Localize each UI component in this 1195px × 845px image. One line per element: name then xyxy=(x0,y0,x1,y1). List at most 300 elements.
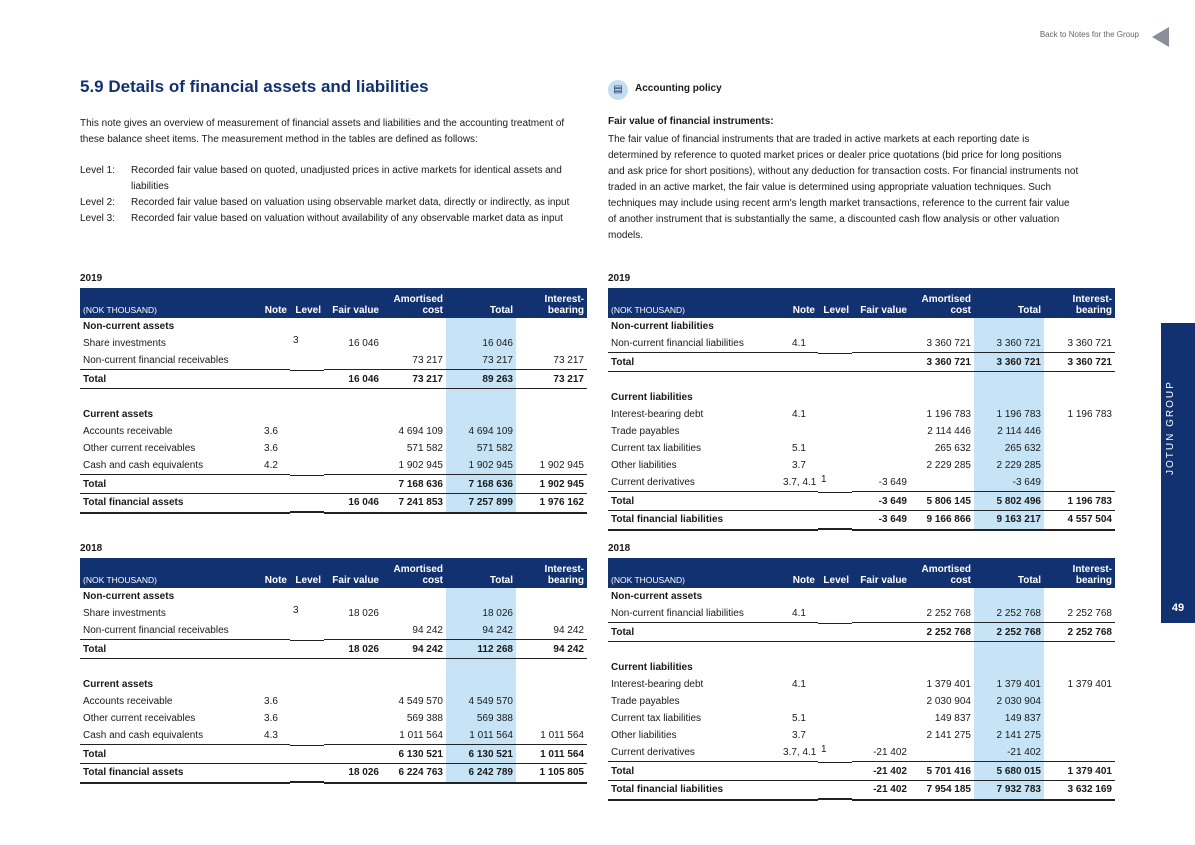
table-cell: 2 252 768 xyxy=(1044,623,1115,642)
col-header-interest-bearing: Interest- bearing xyxy=(516,558,587,588)
table-cell xyxy=(910,389,974,406)
table-cell: 94 242 xyxy=(516,640,587,659)
table-cell xyxy=(818,406,852,423)
table-cell: 5.1 xyxy=(792,713,806,724)
page-title: 5.9 Details of financial assets and liabilities xyxy=(80,77,429,96)
table-cell: Non-current financial receivables xyxy=(83,355,229,366)
table-cell xyxy=(852,318,910,335)
col-header-total: Total xyxy=(974,288,1044,318)
table-cell xyxy=(910,744,974,762)
table-cell: Total financial assets xyxy=(80,764,252,783)
table-cell: 18 026 xyxy=(324,640,382,659)
table-cell: 2 252 768 xyxy=(1067,608,1112,619)
table-cell xyxy=(516,588,587,605)
table-cell: 5 680 015 xyxy=(974,762,1044,781)
table-cell xyxy=(290,352,324,369)
liabilities-table-2018 xyxy=(608,558,1115,801)
table-cell: Total xyxy=(80,475,252,494)
table-cell: 2 229 285 xyxy=(926,460,971,471)
table-cell xyxy=(290,457,324,474)
col-header-level: Level xyxy=(290,288,324,318)
table-cell: Total xyxy=(608,762,780,781)
table-cell: 3 360 721 xyxy=(974,335,1044,353)
table-cell xyxy=(1044,372,1115,390)
table-cell xyxy=(780,762,818,781)
col-header-total: Total xyxy=(446,558,516,588)
table-cell: 94 242 xyxy=(382,640,446,659)
table-cell: Non-current assets xyxy=(83,321,175,332)
table-row xyxy=(80,710,587,727)
level-item xyxy=(80,195,585,211)
back-to-notes-link[interactable]: Back to Notes for the Group xyxy=(1039,30,1139,39)
table-cell: 1 011 564 xyxy=(516,745,587,764)
table-cell: 149 837 xyxy=(974,710,1044,727)
table-cell: 6 224 763 xyxy=(382,764,446,783)
table-row xyxy=(80,440,587,457)
table-cell xyxy=(818,588,852,605)
table-cell xyxy=(910,588,974,605)
col-header-unit: (NOK THOUSAND) xyxy=(80,558,252,588)
table-cell: Total xyxy=(608,623,780,642)
table-cell xyxy=(852,693,910,710)
table-cell xyxy=(290,475,324,494)
table-cell xyxy=(252,622,290,640)
table-cell: 1 196 783 xyxy=(926,409,971,420)
table-row xyxy=(608,457,1115,474)
level-definitions xyxy=(80,163,585,227)
table-cell: 2 141 275 xyxy=(926,730,971,741)
table-row xyxy=(608,781,1115,800)
table-cell xyxy=(1044,457,1115,474)
table-year: 2019 xyxy=(80,273,103,284)
table-cell: 3 360 721 xyxy=(1044,353,1115,372)
table-cell: 4 694 109 xyxy=(398,426,443,437)
table-row xyxy=(608,440,1115,457)
table-cell: 4.1 xyxy=(792,679,806,690)
table-cell: Current tax liabilities xyxy=(611,713,702,724)
table-cell xyxy=(446,318,516,335)
table-cell xyxy=(974,389,1044,406)
table-cell xyxy=(852,335,910,353)
table-cell: Non-current financial liabilities xyxy=(611,338,744,349)
table-header xyxy=(608,288,1115,318)
table-row xyxy=(80,475,587,494)
table-cell xyxy=(516,659,587,677)
table-cell: Trade payables xyxy=(611,696,680,707)
table-cell xyxy=(852,423,910,440)
table-cell: Cash and cash equivalents xyxy=(83,730,204,741)
table-cell xyxy=(290,318,324,335)
table-cell: Total financial liabilities xyxy=(608,781,780,800)
table-cell xyxy=(852,406,910,423)
table-cell xyxy=(974,372,1044,390)
table-cell: 4.1 xyxy=(792,608,806,619)
table-cell xyxy=(290,406,324,423)
table-cell: 3 xyxy=(293,605,299,616)
accounting-policy-title: Accounting policy xyxy=(635,83,722,94)
level-key: Level 1: xyxy=(80,165,116,176)
col-header-fair-value: Fair value xyxy=(324,558,382,588)
table-cell: Interest-bearing debt xyxy=(611,679,704,690)
table-row xyxy=(608,406,1115,423)
table-cell xyxy=(516,406,587,423)
table-cell xyxy=(290,710,324,727)
table-cell xyxy=(446,588,516,605)
table-cell: Total xyxy=(608,353,780,372)
table-cell: 265 632 xyxy=(934,443,971,454)
table-cell xyxy=(608,642,780,660)
table-cell xyxy=(252,318,290,335)
table-row xyxy=(608,710,1115,727)
table-cell: 1 105 805 xyxy=(516,764,587,783)
fair-value-body: The fair value of financial instruments that are traded in active markets at each reporting date is determined by reference to quoted market prices or dealer price quotations (bid price for long positions and ask price for short positions), without any deduction for transaction costs. For financial instruments not traded in an active market, the fair value is determined using appropriate valuation techniques. Such techniques may include using recent arm's length market transactions, reference to the current fair value of another instrument that is substantially the same, a discounted cash flow analysis or other valuation models. xyxy=(608,134,1079,241)
table-cell: Interest-bearing debt xyxy=(611,409,704,420)
table-cell xyxy=(382,605,446,622)
table-cell: 1 196 783 xyxy=(974,406,1044,423)
table-row xyxy=(80,494,587,513)
table-cell xyxy=(852,372,910,390)
table-row xyxy=(608,588,1115,605)
table-cell xyxy=(252,745,290,764)
table-row xyxy=(80,335,587,352)
table-cell xyxy=(516,335,587,352)
table-cell xyxy=(780,353,818,372)
col-header-total: Total xyxy=(446,288,516,318)
table-cell xyxy=(516,440,587,457)
table-year: 2018 xyxy=(608,543,631,554)
table-cell xyxy=(516,389,587,407)
table-cell: 3.7, 4.1 xyxy=(783,747,817,758)
table-cell: Share investments xyxy=(83,338,166,349)
table-cell xyxy=(780,492,818,511)
table-cell: Share investments xyxy=(83,608,166,619)
table-cell xyxy=(252,640,290,659)
table-cell xyxy=(516,676,587,693)
table-cell: 73 217 xyxy=(412,355,443,366)
table-cell xyxy=(382,406,446,423)
table-cell: 3.6 xyxy=(264,713,278,724)
table-cell xyxy=(1044,659,1115,676)
table-cell xyxy=(780,423,818,440)
table-row xyxy=(608,676,1115,693)
table-cell: 2 252 768 xyxy=(926,608,971,619)
table-cell xyxy=(852,353,910,372)
table-cell xyxy=(324,406,382,423)
table-cell xyxy=(252,588,290,605)
page-number: 49 xyxy=(1171,602,1185,614)
table-cell: 2 229 285 xyxy=(974,457,1044,474)
table-year: 2019 xyxy=(608,273,631,284)
table-cell xyxy=(446,659,516,677)
table-cell: 18 026 xyxy=(348,608,379,619)
table-cell xyxy=(290,494,324,513)
col-header-unit: (NOK THOUSAND) xyxy=(608,288,780,318)
table-cell: 4 557 504 xyxy=(1044,511,1115,530)
table-cell xyxy=(324,423,382,440)
table-cell: 2 114 446 xyxy=(927,426,971,437)
table-cell: 94 242 xyxy=(412,625,443,636)
table-cell: Accounts receivable xyxy=(83,696,173,707)
table-cell: 18 026 xyxy=(324,764,382,783)
col-header-interest-bearing: Interest- bearing xyxy=(1044,558,1115,588)
table-cell xyxy=(974,642,1044,660)
table-cell xyxy=(252,352,290,370)
table-cell xyxy=(852,440,910,457)
table-cell xyxy=(780,781,818,800)
table-cell xyxy=(382,389,446,407)
table-cell: 16 046 xyxy=(324,370,382,389)
level-text: Recorded fair value based on quoted, unadjusted prices in active markets for identical assets and liabilities xyxy=(131,165,562,192)
table-cell: 1 xyxy=(821,744,827,755)
intro-text: This note gives an overview of measurement of financial assets and liabilities and the accounting treatment of these balance sheet items. The measurement method in the tables are defined as follows: xyxy=(80,118,565,145)
table-cell: 4 694 109 xyxy=(446,423,516,440)
table-cell: 1 xyxy=(821,474,827,485)
table-row xyxy=(608,762,1115,781)
col-header-note: Note xyxy=(780,558,818,588)
table-cell xyxy=(780,389,818,406)
table-cell: Non-current assets xyxy=(83,591,175,602)
table-row xyxy=(608,642,1115,660)
table-cell xyxy=(818,440,852,457)
table-cell: 16 046 xyxy=(446,335,516,352)
table-row xyxy=(80,588,587,605)
table-cell xyxy=(516,605,587,622)
table-cell: 1 902 945 xyxy=(539,460,584,471)
table-cell xyxy=(780,642,818,660)
table-cell xyxy=(290,622,324,639)
table-cell: 1 976 162 xyxy=(516,494,587,513)
table-cell xyxy=(1044,727,1115,744)
table-cell: Other liabilities xyxy=(611,460,677,471)
col-header-level: Level xyxy=(818,288,852,318)
table-cell: 1 902 945 xyxy=(516,475,587,494)
table-cell: Total xyxy=(80,640,252,659)
table-cell: 2 252 768 xyxy=(910,623,974,642)
table-cell xyxy=(818,423,852,440)
table-cell xyxy=(818,623,852,642)
table-cell xyxy=(910,642,974,660)
table-cell xyxy=(516,693,587,710)
table-cell: 6 130 521 xyxy=(382,745,446,764)
table-cell xyxy=(324,659,382,677)
table-cell xyxy=(382,659,446,677)
table-cell: Non-current financial liabilities xyxy=(611,608,744,619)
table-cell: 2 030 904 xyxy=(926,696,971,707)
table-cell xyxy=(324,475,382,494)
table-cell xyxy=(252,659,290,677)
table-cell: 94 242 xyxy=(446,622,516,640)
table-cell xyxy=(516,423,587,440)
table-cell xyxy=(852,389,910,406)
table-cell: 4.2 xyxy=(264,460,278,471)
table-cell: 2 252 768 xyxy=(974,605,1044,623)
level-item xyxy=(80,163,585,195)
table-cell: 3.7 xyxy=(792,730,806,741)
table-cell xyxy=(974,318,1044,335)
table-cell xyxy=(324,622,382,640)
table-cell xyxy=(608,372,780,390)
table-cell xyxy=(290,727,324,744)
table-row xyxy=(80,318,587,335)
table-cell xyxy=(324,457,382,475)
table-cell xyxy=(324,389,382,407)
table-cell xyxy=(1044,588,1115,605)
table-cell xyxy=(852,710,910,727)
table-cell xyxy=(818,762,852,781)
table-cell: 1 196 783 xyxy=(1067,409,1112,420)
level-text: Recorded fair value based on valuation without availability of any observable market data as input xyxy=(131,213,563,224)
table-cell xyxy=(1044,642,1115,660)
table-cell: Cash and cash equivalents xyxy=(83,460,204,471)
table-cell: 16 046 xyxy=(324,494,382,513)
table-cell: -3 649 xyxy=(852,511,910,530)
table-cell xyxy=(780,693,818,710)
table-cell: 1 011 564 xyxy=(540,730,584,741)
table-row xyxy=(80,605,587,622)
table-cell xyxy=(516,318,587,335)
col-header-fair-value: Fair value xyxy=(852,288,910,318)
table-row xyxy=(80,622,587,640)
table-header xyxy=(80,558,587,588)
table-cell xyxy=(1044,474,1115,492)
table-row xyxy=(80,764,587,783)
table-cell: 1 379 401 xyxy=(1067,679,1112,690)
table-row xyxy=(608,389,1115,406)
table-cell xyxy=(290,640,324,659)
table-cell xyxy=(290,693,324,710)
table-cell xyxy=(446,676,516,693)
table-cell: 7 168 636 xyxy=(446,475,516,494)
liabilities-table-2019 xyxy=(608,288,1115,531)
table-cell xyxy=(818,492,852,511)
table-cell xyxy=(290,423,324,440)
table-cell xyxy=(1044,744,1115,762)
table-cell: 1 011 564 xyxy=(446,727,516,745)
col-header-fair-value: Fair value xyxy=(852,558,910,588)
level-key: Level 3: xyxy=(80,213,116,224)
table-cell: 265 632 xyxy=(974,440,1044,457)
back-arrow-icon[interactable] xyxy=(1152,27,1169,47)
table-cell: Current tax liabilities xyxy=(611,443,702,454)
table-cell xyxy=(818,353,852,372)
table-cell: 571 582 xyxy=(446,440,516,457)
table-cell: 4 549 570 xyxy=(398,696,443,707)
table-cell: 112 268 xyxy=(446,640,516,659)
table-cell: Total xyxy=(608,492,780,511)
table-cell xyxy=(382,335,446,352)
table-cell xyxy=(852,457,910,474)
table-row xyxy=(608,318,1115,335)
table-row xyxy=(608,492,1115,511)
table-cell xyxy=(382,676,446,693)
table-cell: 7 168 636 xyxy=(382,475,446,494)
table-cell xyxy=(290,440,324,457)
table-cell: Total financial liabilities xyxy=(608,511,780,530)
table-cell: -3 649 xyxy=(852,492,910,511)
table-cell xyxy=(446,406,516,423)
table-header xyxy=(608,558,1115,588)
table-cell: 569 388 xyxy=(406,713,443,724)
table-cell xyxy=(1044,693,1115,710)
table-cell: Accounts receivable xyxy=(83,426,173,437)
assets-table-2019 xyxy=(80,288,587,514)
col-header-note: Note xyxy=(252,558,290,588)
table-cell xyxy=(252,676,290,693)
table-cell: 5 701 416 xyxy=(910,762,974,781)
table-cell: 3 360 721 xyxy=(974,353,1044,372)
table-cell: 6 130 521 xyxy=(446,745,516,764)
table-cell xyxy=(80,389,252,407)
table-cell: -21 402 xyxy=(852,762,910,781)
table-cell: Current assets xyxy=(83,679,154,690)
table-cell xyxy=(290,764,324,783)
table-cell xyxy=(852,659,910,676)
table-cell xyxy=(290,370,324,389)
table-row xyxy=(608,693,1115,710)
col-header-unit: (NOK THOUSAND) xyxy=(608,558,780,588)
table-cell xyxy=(1044,423,1115,440)
table-header xyxy=(80,288,587,318)
table-cell xyxy=(290,389,324,406)
table-cell: 5 806 145 xyxy=(910,492,974,511)
table-cell: 3 360 721 xyxy=(926,338,971,349)
table-cell: 2 114 446 xyxy=(974,423,1044,440)
level-key: Level 2: xyxy=(80,197,116,208)
table-cell: Current liabilities xyxy=(611,662,693,673)
table-row xyxy=(608,335,1115,353)
table-cell xyxy=(818,642,852,659)
table-cell xyxy=(290,588,324,605)
table-cell xyxy=(324,745,382,764)
table-cell xyxy=(974,588,1044,605)
table-cell xyxy=(852,605,910,623)
table-cell: Current liabilities xyxy=(611,392,693,403)
table-cell: -3 649 xyxy=(974,474,1044,492)
table-cell: 4.3 xyxy=(264,730,278,741)
table-cell xyxy=(290,659,324,676)
table-cell xyxy=(324,727,382,745)
table-row xyxy=(80,727,587,745)
table-row xyxy=(608,744,1115,762)
table-row xyxy=(80,352,587,370)
table-cell xyxy=(382,588,446,605)
table-cell: 1 379 401 xyxy=(974,676,1044,693)
table-cell: 571 582 xyxy=(406,443,443,454)
table-cell xyxy=(818,511,852,530)
table-cell: Trade payables xyxy=(611,426,680,437)
table-cell xyxy=(252,494,290,513)
table-cell xyxy=(974,659,1044,676)
table-cell: 73 217 xyxy=(553,355,584,366)
table-cell: 4.1 xyxy=(792,409,806,420)
table-cell xyxy=(818,693,852,710)
table-cell xyxy=(290,676,324,693)
col-header-interest-bearing: Interest- bearing xyxy=(1044,288,1115,318)
table-cell xyxy=(852,588,910,605)
table-cell: 2 252 768 xyxy=(974,623,1044,642)
table-cell: 3.6 xyxy=(264,443,278,454)
table-cell: -21 402 xyxy=(974,744,1044,762)
table-year: 2018 xyxy=(80,543,103,554)
table-cell xyxy=(852,676,910,693)
table-cell xyxy=(324,693,382,710)
table-cell xyxy=(252,335,290,352)
table-cell: Current derivatives xyxy=(611,747,695,758)
table-cell xyxy=(80,659,252,677)
table-cell xyxy=(252,370,290,389)
table-cell xyxy=(852,727,910,744)
table-cell: 3.6 xyxy=(264,426,278,437)
